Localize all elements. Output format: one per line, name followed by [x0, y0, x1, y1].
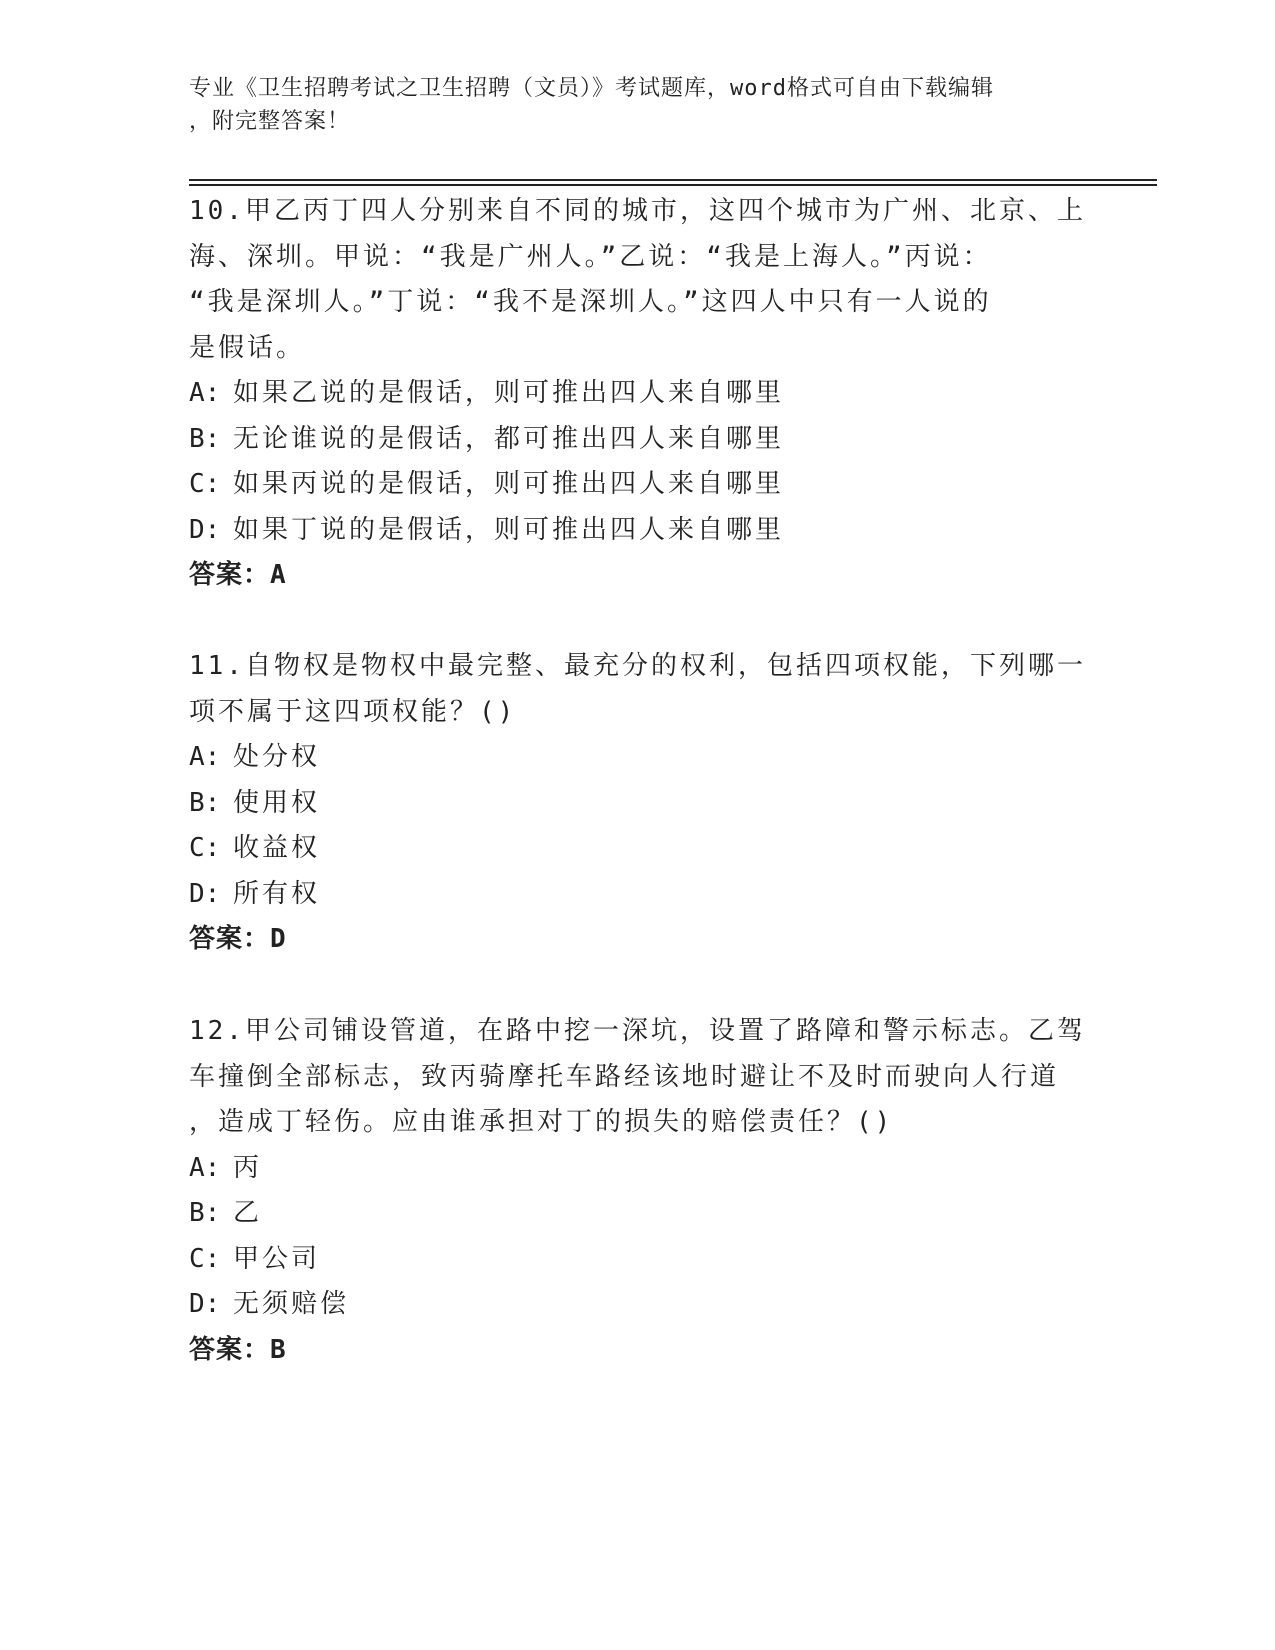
option-d — [189, 1282, 1089, 1328]
option-c — [189, 462, 1089, 508]
option-letter: C: — [189, 833, 221, 863]
document-header — [189, 72, 1069, 138]
option-d — [189, 872, 1089, 918]
question-text-line: 车撞倒全部标志，致丙骑摩托车路经该地时避让不及时而驶向人行道 — [189, 1061, 1060, 1092]
option-letter: B: — [189, 1198, 221, 1228]
question-text — [189, 189, 1089, 371]
answer-line: 答案：B — [189, 1334, 287, 1365]
option-b — [189, 781, 1089, 827]
option-text: 处分权 — [233, 742, 321, 772]
option-c — [189, 1237, 1089, 1283]
option-c — [189, 826, 1089, 872]
option-text: 使用权 — [233, 787, 321, 818]
option-a — [189, 735, 1089, 781]
option-d — [189, 508, 1089, 554]
option-text: 甲公司 — [233, 1243, 321, 1274]
question-text-line: 海、深圳。甲说：“我是广州人。”乙说：“我是上海人。”丙说： — [189, 241, 992, 272]
option-text: 丙 — [233, 1152, 263, 1183]
option-letter: D: — [189, 1289, 221, 1319]
question-11 — [189, 644, 1089, 963]
option-letter: B: — [189, 787, 221, 818]
question-text-line: 项不属于这四项权能？() — [189, 696, 517, 727]
option-letter: B: — [189, 423, 221, 454]
option-a — [189, 371, 1089, 417]
answer-line: 答案：A — [189, 560, 287, 590]
question-text — [189, 1009, 1089, 1146]
question-text-line: “我是深圳人。”丁说：“我不是深圳人。”这四人中只有一人说的 — [189, 287, 992, 317]
option-text: 乙 — [233, 1198, 263, 1228]
option-letter: C: — [189, 469, 221, 499]
header-divider-bottom — [189, 184, 1157, 186]
header-divider-top — [189, 179, 1157, 181]
option-a — [189, 1146, 1089, 1192]
header-line-2: ，附完整答案！ — [189, 109, 351, 134]
option-letter: D: — [189, 514, 221, 545]
question-text-line: ，造成丁轻伤。应由谁承担对丁的损失的赔偿责任？() — [189, 1107, 894, 1137]
option-text: 如果丁说的是假话，则可推出四人来自哪里 — [233, 514, 785, 545]
option-letter: C: — [189, 1243, 221, 1274]
header-line-1: 专业《卫生招聘考试之卫生招聘（文员）》考试题库，word格式可自由下载编辑 — [189, 76, 994, 101]
answer-line: 答案：D — [189, 924, 287, 954]
option-text: 所有权 — [233, 878, 321, 909]
question-text-line: 12.甲公司铺设管道，在路中挖一深坑，设置了路障和警示标志。乙驾 — [189, 1016, 1086, 1046]
question-text-line: 是假话。 — [189, 332, 306, 363]
option-text: 如果丙说的是假话，则可推出四人来自哪里 — [233, 469, 785, 499]
question-text-line: 11.自物权是物权中最完整、最充分的权利，包括四项权能，下列哪一 — [189, 651, 1086, 681]
question-text-line: 10.甲乙丙丁四人分别来自不同的城市，这四个城市为广州、北京、上 — [189, 196, 1086, 226]
option-b — [189, 1191, 1089, 1237]
option-text: 无须赔偿 — [233, 1289, 350, 1319]
option-text: 如果乙说的是假话，则可推出四人来自哪里 — [233, 378, 785, 408]
question-10 — [189, 189, 1089, 599]
option-letter: A: — [189, 378, 221, 408]
option-letter: A: — [189, 742, 221, 772]
option-letter: D: — [189, 878, 221, 909]
question-12 — [189, 1009, 1089, 1373]
option-text: 收益权 — [233, 833, 321, 863]
option-b — [189, 417, 1089, 463]
option-letter: A: — [189, 1152, 221, 1183]
option-text: 无论谁说的是假话，都可推出四人来自哪里 — [233, 423, 785, 454]
question-text — [189, 644, 1089, 735]
